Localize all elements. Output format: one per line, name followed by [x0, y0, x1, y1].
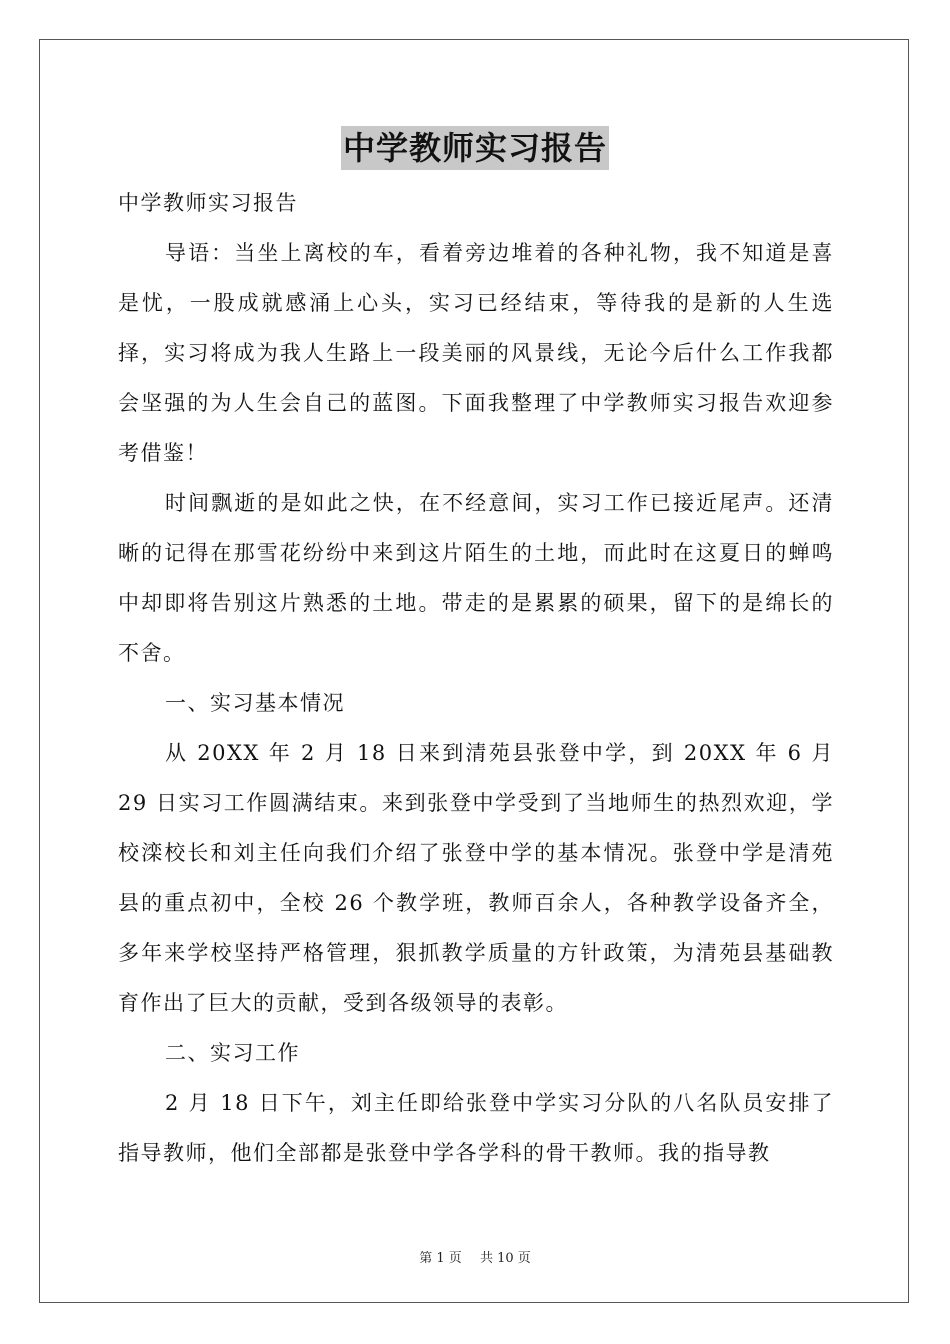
- paragraph-basic-info: 从 20XX 年 2 月 18 日来到清苑县张登中学，到 20XX 年 6 月 29 日实习工作圆满结束。来到张登中学受到了当地师生的热烈欢迎，学校滦校长和刘主任向我们介绍了张登中学的基本情况。张登中学是清苑县的重点初中，全校 26 个教学班，教师百余人，各种教学设备齐全，多年来学校坚持严格管理，狠抓教学质量的方针政策，为清苑县基础教育作出了巨大的贡献，受到各级领导的表彰。: [118, 741, 834, 1015]
- document-title: [0, 126, 950, 170]
- page-footer: [0, 1247, 950, 1266]
- document-subtitle: 中学教师实习报告: [118, 191, 298, 215]
- section-heading-basic: 一、实习基本情况: [165, 691, 345, 715]
- document-body: [118, 178, 834, 1178]
- paragraph-time: 时间飘逝的是如此之快，在不经意间，实习工作已接近尾声。还清晰的记得在那雪花纷纷中来到这片陌生的土地，而此时在这夏日的蝉鸣中却即将告别这片熟悉的土地。带走的是累累的硕果，留下的是绵长的不舍。: [118, 491, 834, 665]
- page-total: 共 10 页: [479, 1251, 531, 1266]
- paragraph-work: 2 月 18 日下午，刘主任即给张登中学实习分队的八名队员安排了指导教师，他们全部都是张登中学各学科的骨干教师。我的指导教: [118, 1091, 834, 1165]
- document-title-text: 中学教师实习报告: [341, 126, 609, 170]
- section-heading-work: 二、实习工作: [165, 1041, 300, 1065]
- page-number: 第 1 页: [419, 1251, 462, 1266]
- paragraph-intro: 导语：当坐上离校的车，看着旁边堆着的各种礼物，我不知道是喜是忧，一股成就感涌上心头，实习已经结束，等待我的是新的人生选择，实习将成为我人生路上一段美丽的风景线，无论今后什么工作我都会坚强的为人生会自己的蓝图。下面我整理了中学教师实习报告欢迎参考借鉴！: [118, 241, 834, 465]
